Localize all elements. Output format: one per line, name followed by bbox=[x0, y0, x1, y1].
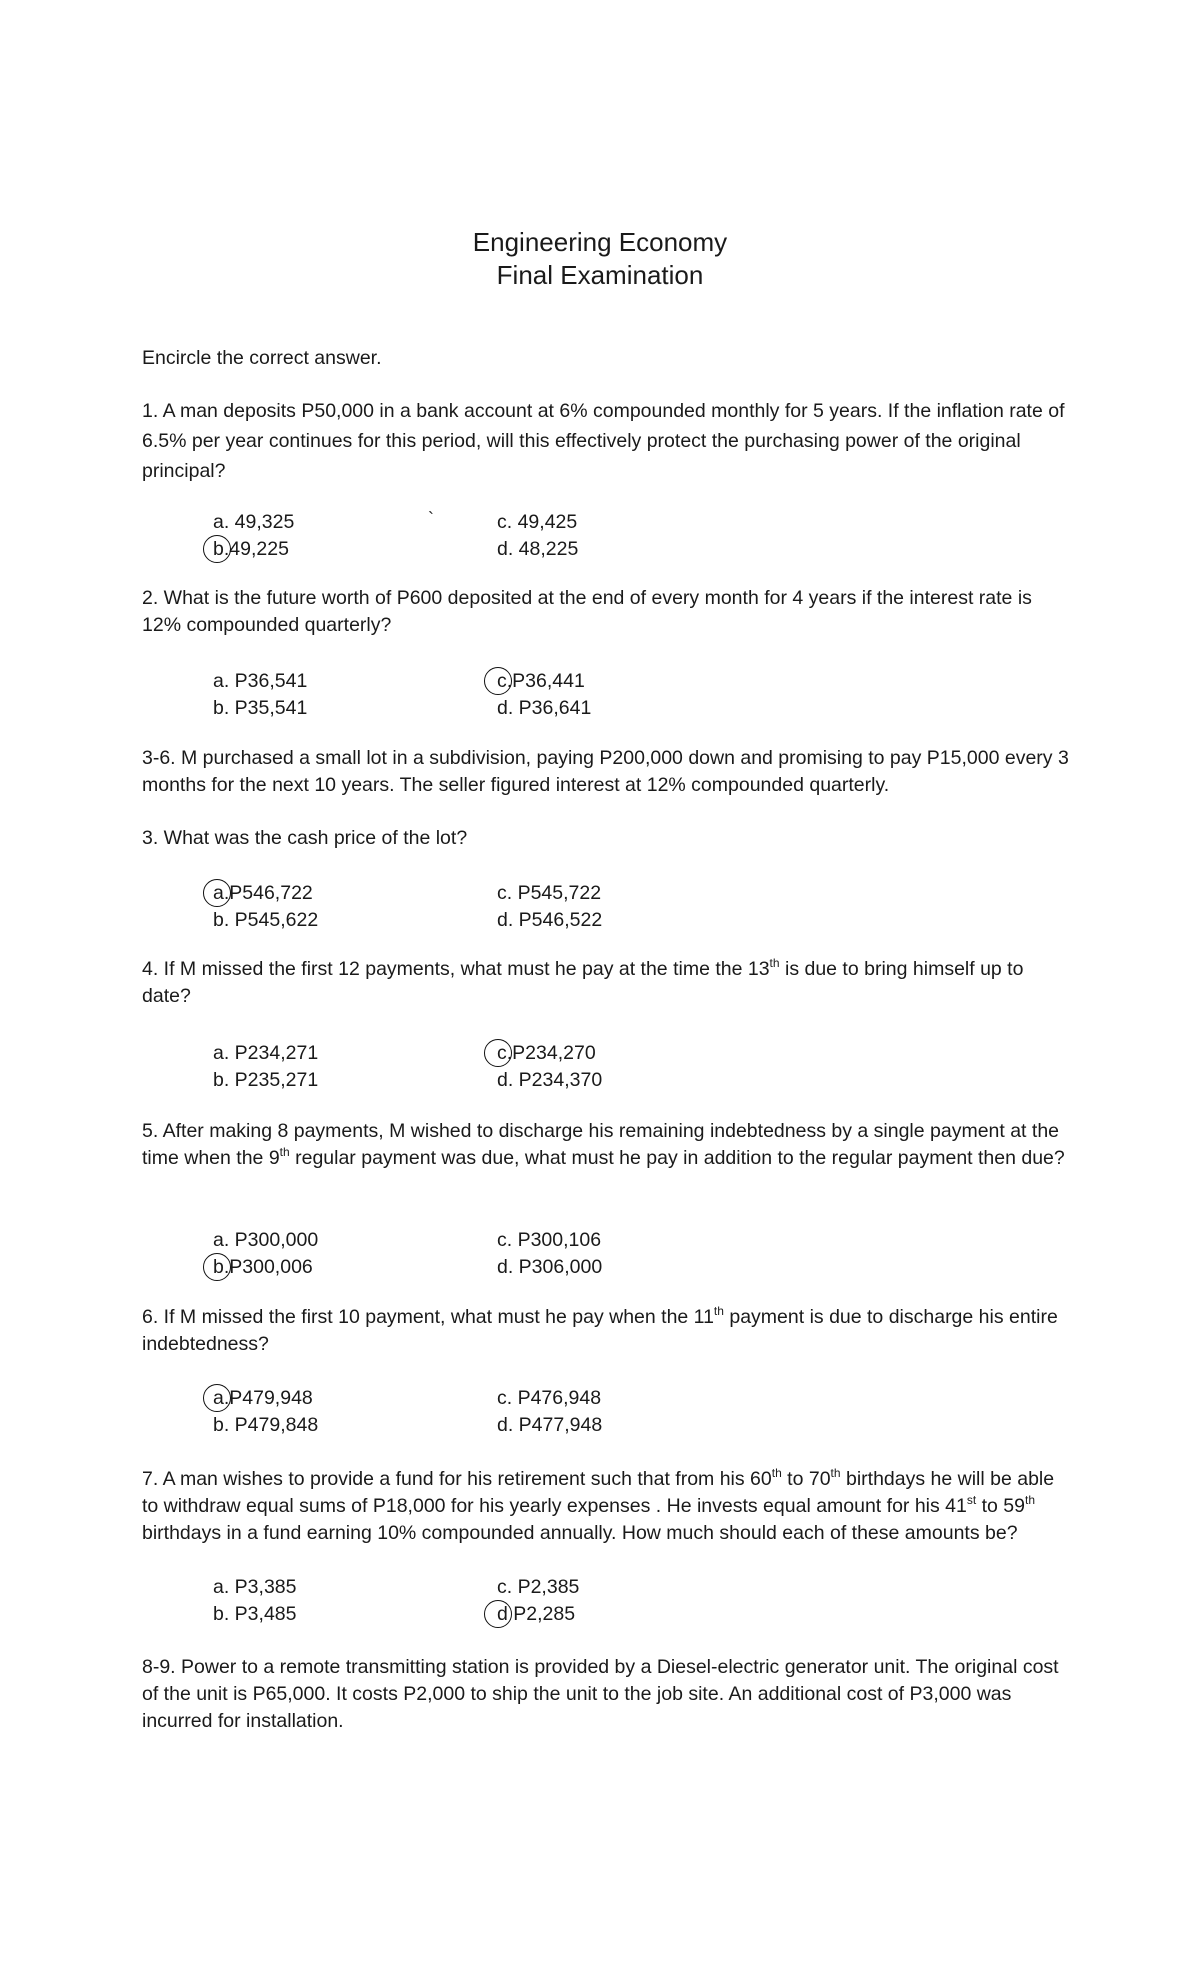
question-8-9-intro: 8-9. Power to a remote transmitting station is provided by a Diesel-electric generator unit. The original cost of the unit is P65,000. It costs P2,000 to ship the unit to the job site. An additional cost of P3,000 was incurred for installation. bbox=[142, 1656, 1059, 1732]
question-3-text: 3. What was the cash price of the lot? bbox=[142, 827, 468, 849]
q7-option-d-letter: d bbox=[497, 1603, 508, 1625]
q7-sup-3: st bbox=[966, 1492, 977, 1507]
q7-text-1: 7. A man wishes to provide a fund for his retirement such that from his 60 bbox=[142, 1468, 772, 1490]
q6-option-d: d. P477,948 bbox=[497, 1414, 603, 1436]
exam-subtitle: Final Examination bbox=[496, 260, 704, 290]
question-1-text: 1. A man deposits P50,000 in a bank account at 6% compounded monthly for 5 years. If the inflation rate of 6.5% per year continues for this period, will this effectively protect the purchasing power of the original principal? bbox=[142, 400, 1065, 482]
stray-mark: ` bbox=[428, 509, 434, 529]
q6-sup: th bbox=[713, 1303, 724, 1318]
q2-option-c-value: P36,441 bbox=[512, 670, 585, 692]
q7-text-2: to 70 bbox=[781, 1468, 831, 1490]
q2-option-b: b. P35,541 bbox=[213, 697, 308, 719]
q6-option-a-value: P479,948 bbox=[229, 1387, 313, 1409]
q1-option-d: d. 48,225 bbox=[497, 538, 579, 560]
q2-option-d: d. P36,641 bbox=[497, 697, 592, 719]
q3-option-b: b. P545,622 bbox=[213, 909, 319, 931]
q4-option-a: a. P234,271 bbox=[213, 1042, 319, 1064]
answer-circle bbox=[484, 1039, 512, 1067]
q5-option-b-value: P300,006 bbox=[229, 1256, 313, 1278]
q3-option-a-letter: a. bbox=[213, 882, 230, 904]
q7-option-c: c. P2,385 bbox=[497, 1576, 580, 1598]
q5-text-b: regular payment was due, what must he pay in addition to the regular payment then due? bbox=[289, 1147, 1065, 1169]
q6-option-a-letter: a. bbox=[213, 1387, 230, 1409]
q4-option-c-value: P234,270 bbox=[512, 1042, 596, 1064]
q5-option-c: c. P300,106 bbox=[497, 1229, 602, 1251]
q3-option-c: c. P545,722 bbox=[497, 882, 602, 904]
q6-option-b: b. P479,848 bbox=[213, 1414, 319, 1436]
answer-circle bbox=[484, 667, 512, 695]
q5-option-a: a. P300,000 bbox=[213, 1229, 319, 1251]
q5-sup: th bbox=[279, 1144, 290, 1159]
q6-text-b: payment is due to discharge his entire indebtedness? bbox=[142, 1306, 1058, 1355]
q7-option-d-value: P2,285 bbox=[513, 1603, 576, 1625]
question-7-text bbox=[142, 1466, 1072, 1547]
q6-option-c: c. P476,948 bbox=[497, 1387, 602, 1409]
q4-text-b: is due to bring himself up to date? bbox=[142, 958, 1024, 1007]
q5-option-d: d. P306,000 bbox=[497, 1256, 603, 1278]
exam-title: Engineering Economy bbox=[472, 227, 728, 257]
q7-sup-4: th bbox=[1025, 1492, 1036, 1507]
question-4-text bbox=[142, 956, 1072, 1010]
q2-option-a: a. P36,541 bbox=[213, 670, 308, 692]
instruction: Encircle the correct answer. bbox=[142, 347, 382, 369]
question-3-6-intro: 3-6. M purchased a small lot in a subdivision, paying P200,000 down and promising to pay P15,000 every 3 months for the next 10 years. The seller figured interest at 12% compounded quarterly. bbox=[142, 747, 1069, 796]
question-5-text bbox=[142, 1118, 1072, 1172]
q4-sup: th bbox=[769, 955, 780, 970]
q7-sup-1: th bbox=[771, 1465, 782, 1480]
q4-text-a: 4. If M missed the first 12 payments, what must he pay at the time the 13 bbox=[142, 958, 770, 980]
q4-option-c-letter: c. bbox=[497, 1042, 513, 1064]
answer-circle bbox=[203, 879, 231, 907]
q4-option-b: b. P235,271 bbox=[213, 1069, 319, 1091]
q7-option-b: b. P3,485 bbox=[213, 1603, 297, 1625]
q7-option-a: a. P3,385 bbox=[213, 1576, 297, 1598]
q7-text-5: birthdays in a fund earning 10% compounded annually. How much should each of these amounts be? bbox=[142, 1522, 1018, 1544]
q5-option-b-letter: b. bbox=[213, 1256, 230, 1278]
answer-circle bbox=[484, 1600, 512, 1628]
q2-option-c-letter: c. bbox=[497, 670, 513, 692]
q1-option-b-value: 49,225 bbox=[229, 538, 289, 560]
q5-text-a: 5. After making 8 payments, M wished to discharge his remaining indebtedness by a single payment at the time when the 9 bbox=[142, 1120, 1060, 1169]
q7-text-4: to 59 bbox=[976, 1495, 1025, 1517]
answer-circle bbox=[203, 1253, 231, 1281]
question-2-text: 2. What is the future worth of P600 deposited at the end of every month for 4 years if the interest rate is 12% compounded quarterly? bbox=[142, 587, 1032, 636]
q1-option-c: c. 49,425 bbox=[497, 511, 578, 533]
q1-option-a: a. 49,325 bbox=[213, 511, 295, 533]
answer-circle bbox=[203, 1384, 231, 1412]
q4-option-d: d. P234,370 bbox=[497, 1069, 603, 1091]
answer-circle bbox=[203, 535, 231, 563]
q1-option-b-letter: b. bbox=[213, 538, 230, 560]
q3-option-d: d. P546,522 bbox=[497, 909, 603, 931]
q7-text-3: birthdays he will be able to withdraw equal sums of P18,000 for his yearly expenses . He invests equal amount for his 41 bbox=[142, 1468, 1055, 1517]
q6-text-a: 6. If M missed the first 10 payment, what must he pay when the 11 bbox=[142, 1306, 714, 1328]
question-6-text bbox=[142, 1304, 1072, 1358]
q3-option-a-value: P546,722 bbox=[229, 882, 313, 904]
q7-sup-2: th bbox=[830, 1465, 841, 1480]
